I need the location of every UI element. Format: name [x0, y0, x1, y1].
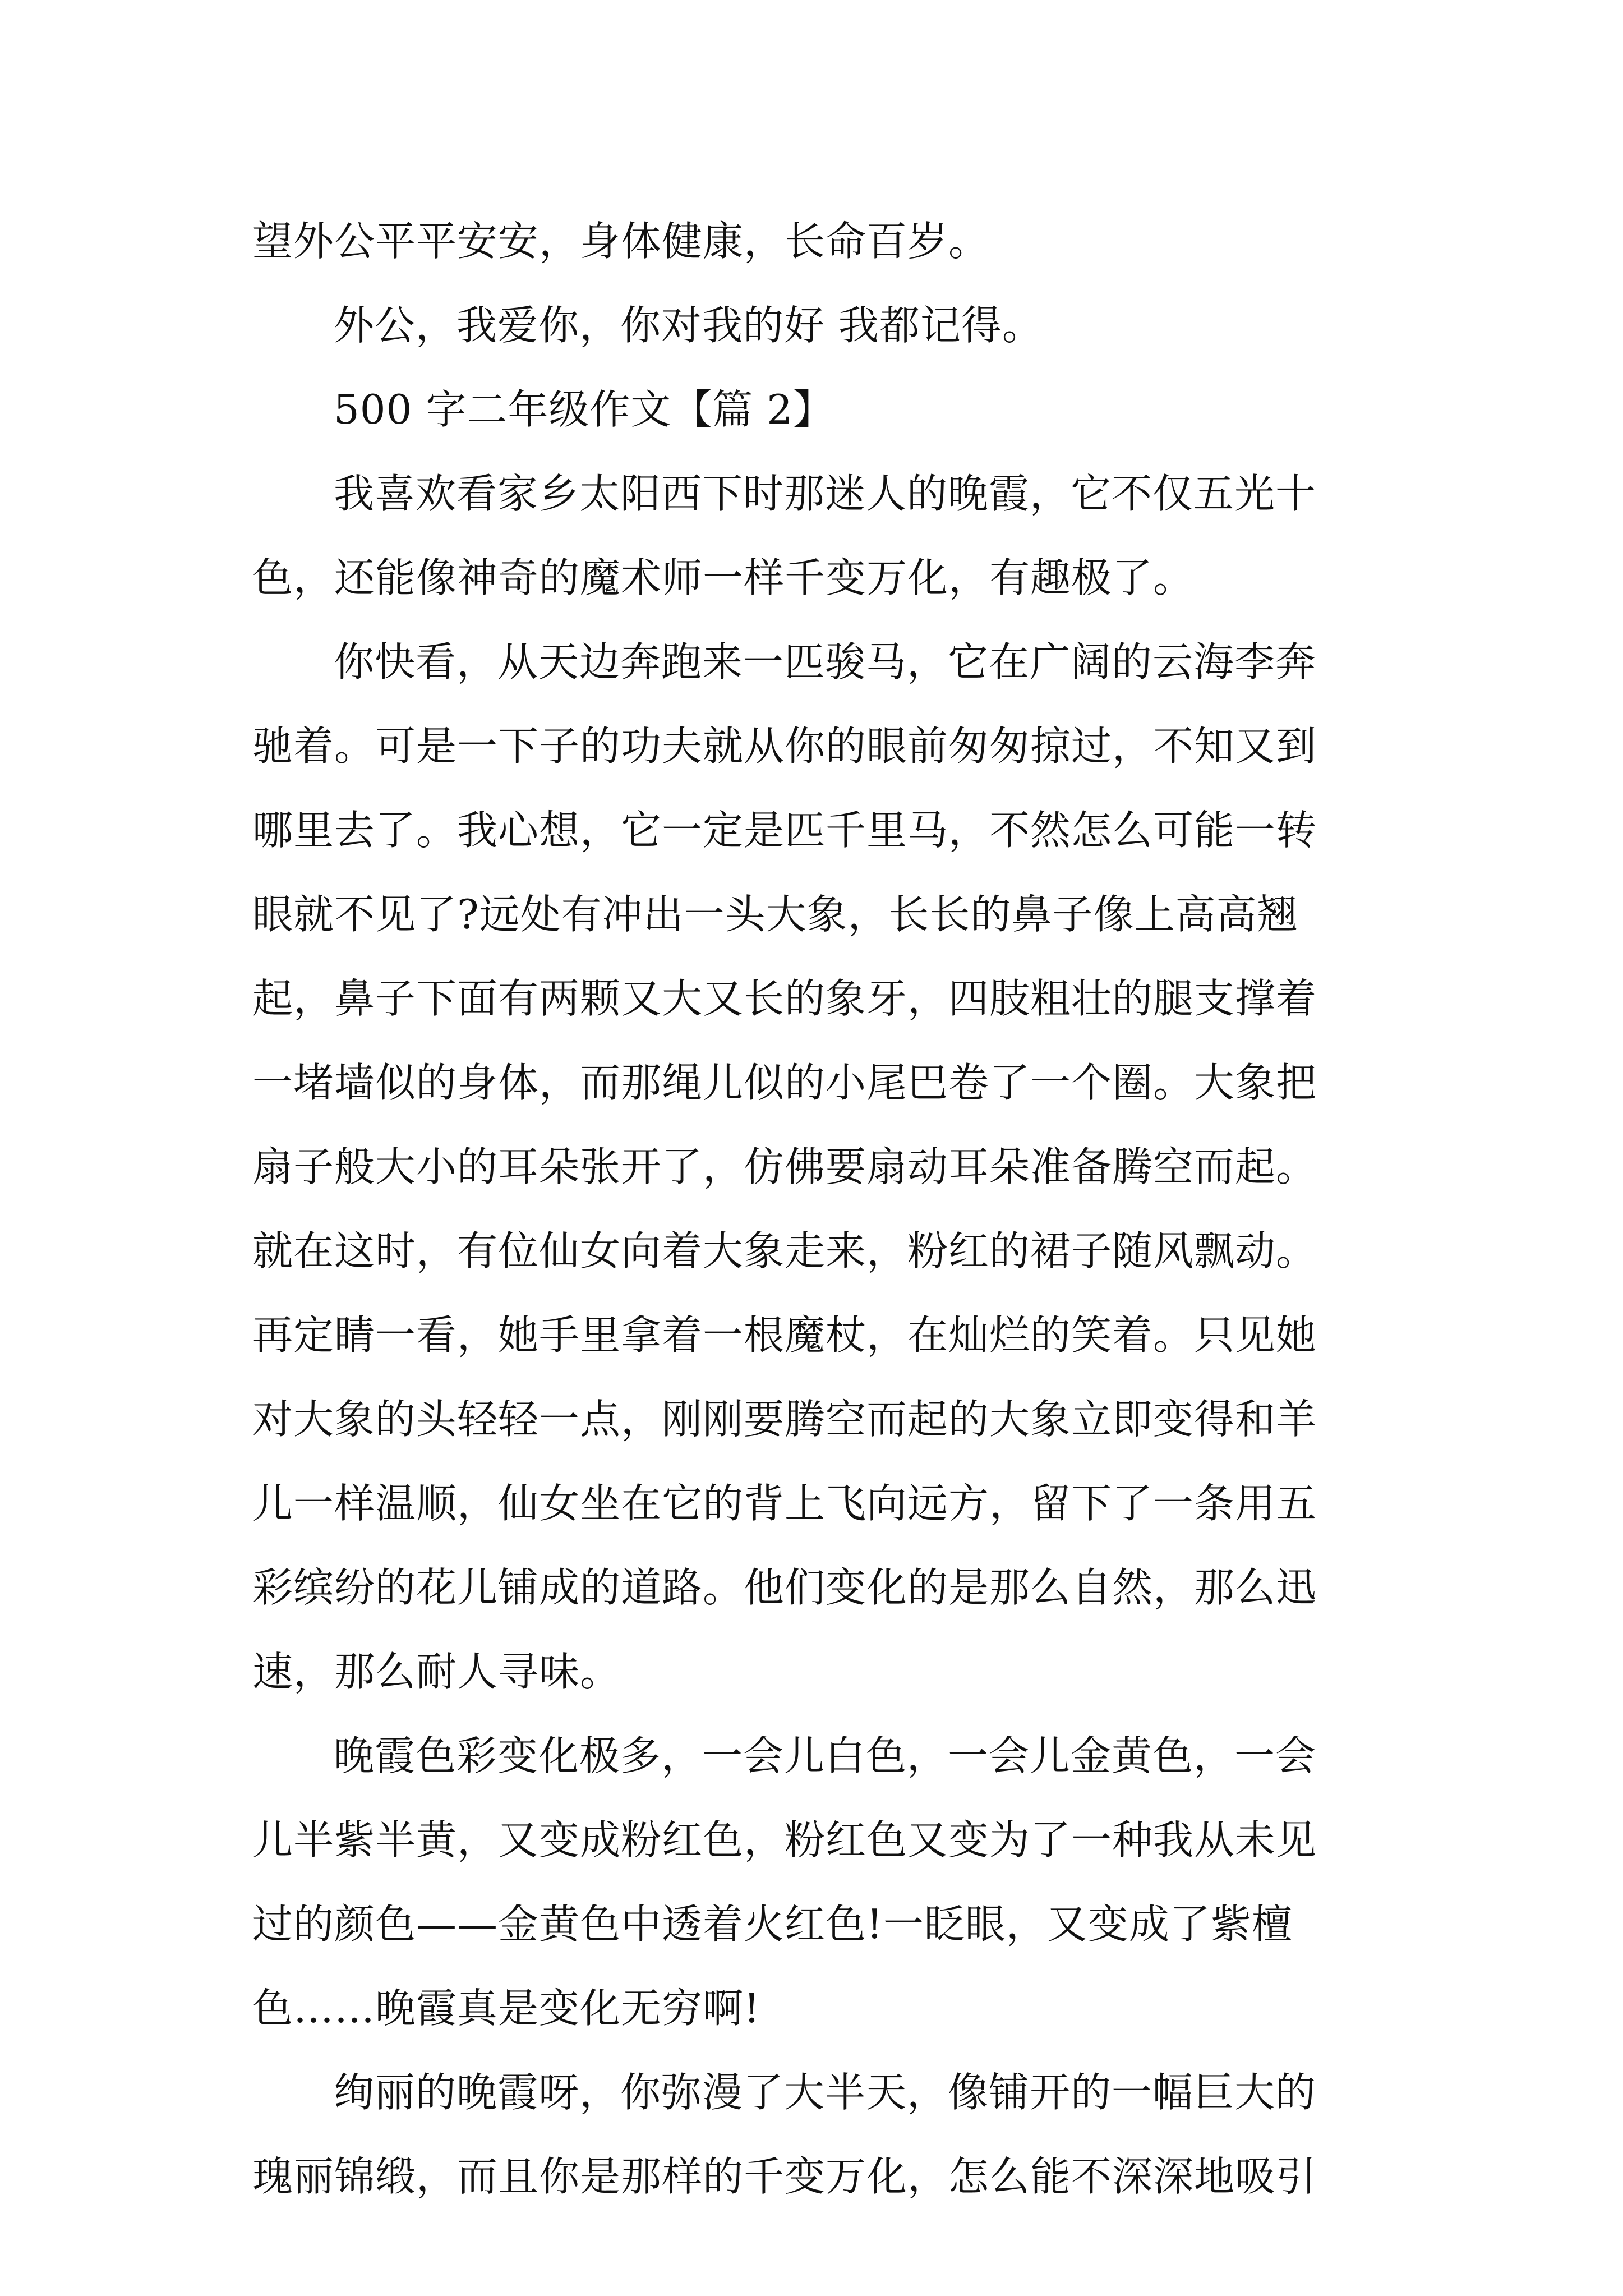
- text-line: 望外公平平安安，身体健康，长命百岁。: [252, 218, 990, 265]
- paragraph-start: 我喜欢看家乡太阳西下时那迷人的晚霞，它不仅五光十: [334, 470, 1317, 517]
- text-line: 速，那么耐人寻味。: [252, 1648, 621, 1695]
- text-line: 驰着。可是一下子的功夫就从你的眼前匆匆掠过，不知又到: [252, 723, 1317, 770]
- text-line: 儿一样温顺，仙女坐在它的背上飞向远方，留下了一条用五: [252, 1480, 1317, 1527]
- paragraph-start: 外公，我爱你，你对我的好 我都记得。: [334, 302, 1043, 349]
- text-line: 眼就不见了?远处有冲出一头大象，长长的鼻子像上高高翘: [252, 891, 1298, 938]
- text-line: 一堵墙似的身体，而那绳儿似的小尾巴卷了一个圈。大象把: [252, 1059, 1317, 1106]
- text-line: 过的颜色——金黄色中透着火红色!一眨眼，又变成了紫檀: [252, 1901, 1293, 1948]
- paragraph-start: 你快看，从天边奔跑来一匹骏马，它在广阔的云海李奔: [334, 638, 1317, 685]
- text-line: 再定睛一看，她手里拿着一根魔杖，在灿烂的笑着。只见她: [252, 1312, 1317, 1359]
- text-line: 起，鼻子下面有两颗又大又长的象牙，四肢粗壮的腿支撑着: [252, 975, 1317, 1022]
- text-line: 色，还能像神奇的魔术师一样千变万化，有趣极了。: [252, 554, 1195, 601]
- text-line: 对大象的头轻轻一点，刚刚要腾空而起的大象立即变得和羊: [252, 1396, 1317, 1443]
- text-line: 色……晚霞真是变化无穷啊!: [252, 1985, 760, 2032]
- text-line: 哪里去了。我心想，它一定是匹千里马，不然怎么可能一转: [252, 807, 1317, 854]
- paragraph-start: 晚霞色彩变化极多，一会儿白色，一会儿金黄色，一会: [334, 1732, 1317, 1779]
- text-line: 儿半紫半黄，又变成粉红色，粉红色又变为了一种我从未见: [252, 1816, 1317, 1864]
- section-heading: 500 字二年级作文【篇 2】: [334, 386, 834, 433]
- text-line: 瑰丽锦缎，而且你是那样的千变万化，怎么能不深深地吸引: [252, 2153, 1317, 2200]
- text-line: 扇子般大小的耳朵张开了，仿佛要扇动耳朵准备腾空而起。: [252, 1143, 1317, 1190]
- text-line: 彩缤纷的花儿铺成的道路。他们变化的是那么自然，那么迅: [252, 1564, 1317, 1611]
- text-line: 就在这时，有位仙女向着大象走来，粉红的裙子随风飘动。: [252, 1227, 1317, 1274]
- paragraph-start: 绚丽的晚霞呀，你弥漫了大半天，像铺开的一幅巨大的: [334, 2069, 1317, 2116]
